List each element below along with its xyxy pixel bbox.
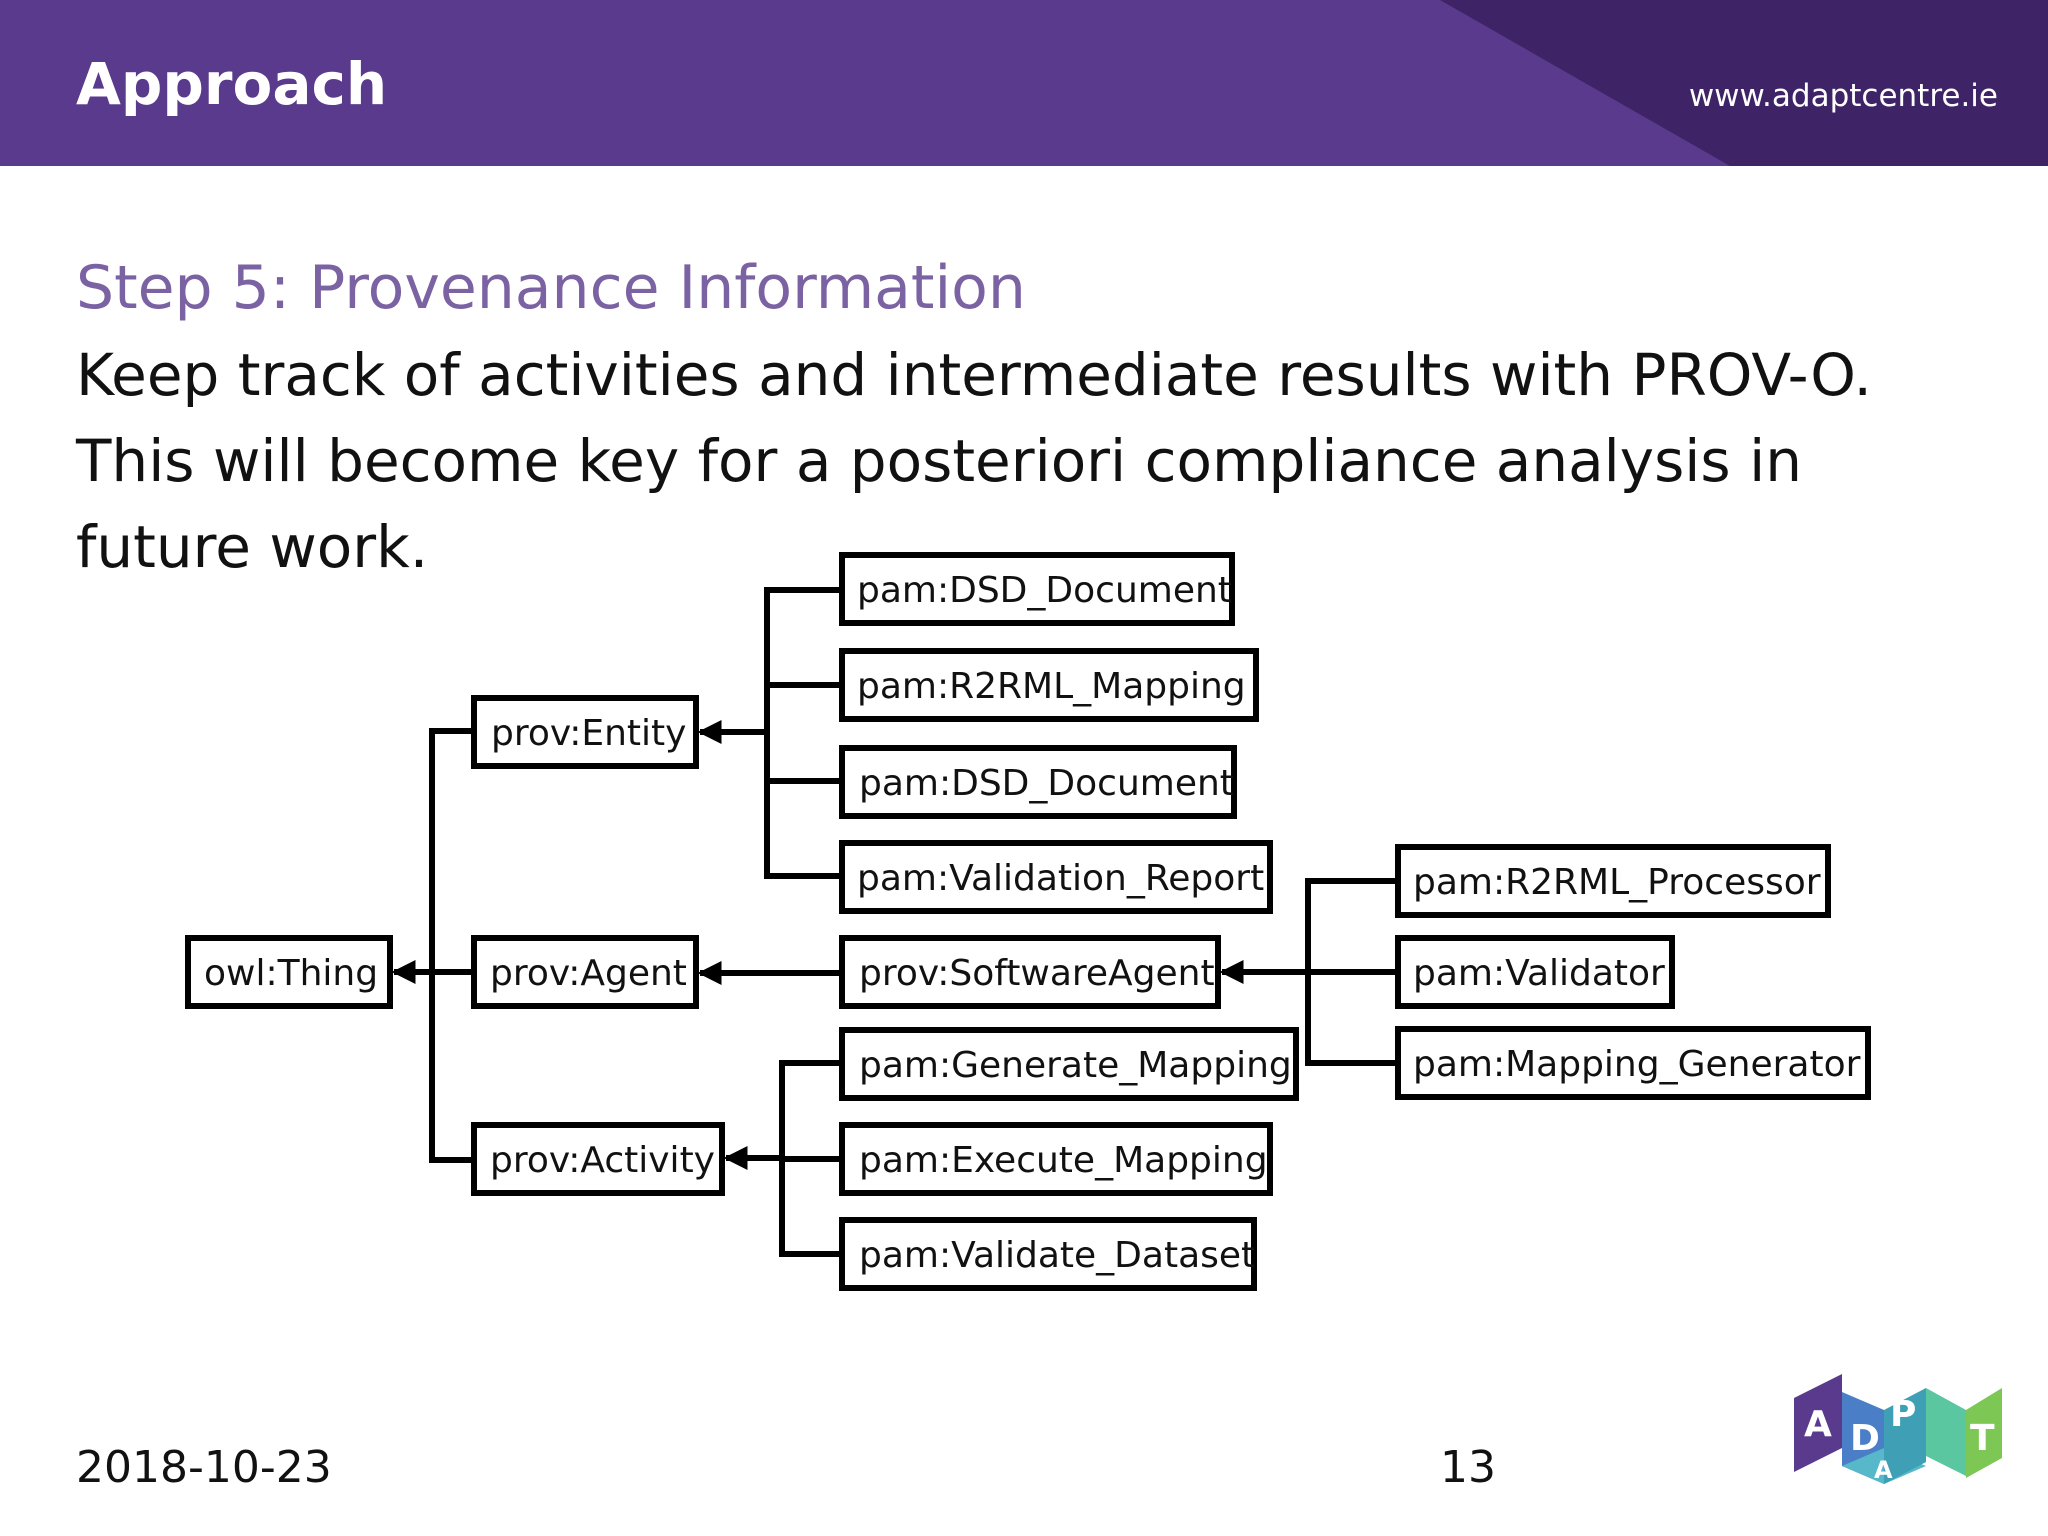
body-text-line-3: future work. (76, 513, 429, 581)
section-subtitle: Step 5: Provenance Information (76, 253, 1026, 323)
node-validate-dataset: pam:Validate_Dataset (859, 1235, 1256, 1276)
node-r2rml-processor: pam:R2RML_Processor (1413, 862, 1821, 903)
node-software-agent: prov:SoftwareAgent (859, 953, 1215, 994)
node-prov-activity: prov:Activity (490, 1140, 715, 1181)
body-text-line-1: Keep track of activities and intermediate results with PROV-O. (76, 341, 1872, 409)
website-url: www.adaptcentre.ie (1688, 78, 1998, 114)
logo-letter-t: T (1970, 1418, 1995, 1459)
footer-date: 2018-10-23 (76, 1442, 332, 1493)
node-execute-mapping: pam:Execute_Mapping (859, 1140, 1268, 1181)
node-validator: pam:Validator (1413, 953, 1665, 994)
adapt-logo (1786, 1366, 2006, 1496)
node-mapping-generator: pam:Mapping_Generator (1413, 1044, 1861, 1085)
node-owl-thing: owl:Thing (204, 953, 379, 994)
logo-letter-p: P (1890, 1394, 1917, 1435)
page-number: 13 (1440, 1442, 1496, 1493)
logo-letter-a1: A (1804, 1404, 1832, 1445)
node-generate-mapping: pam:Generate_Mapping (859, 1045, 1292, 1086)
body-text-line-2: This will become key for a posteriori compliance analysis in (76, 427, 1802, 495)
logo-letter-a2: A (1874, 1456, 1893, 1484)
node-dsd-document-1: pam:DSD_Document (857, 570, 1232, 611)
diagram-labels (204, 570, 1861, 1276)
node-dsd-document-2: pam:DSD_Document (859, 763, 1234, 804)
node-r2rml-mapping: pam:R2RML_Mapping (857, 666, 1246, 707)
node-prov-entity: prov:Entity (491, 713, 687, 754)
node-validation-report: pam:Validation_Report (857, 858, 1265, 899)
slide-title: Approach (76, 50, 388, 118)
node-prov-agent: prov:Agent (490, 953, 687, 994)
logo-letter-d: D (1850, 1418, 1880, 1459)
